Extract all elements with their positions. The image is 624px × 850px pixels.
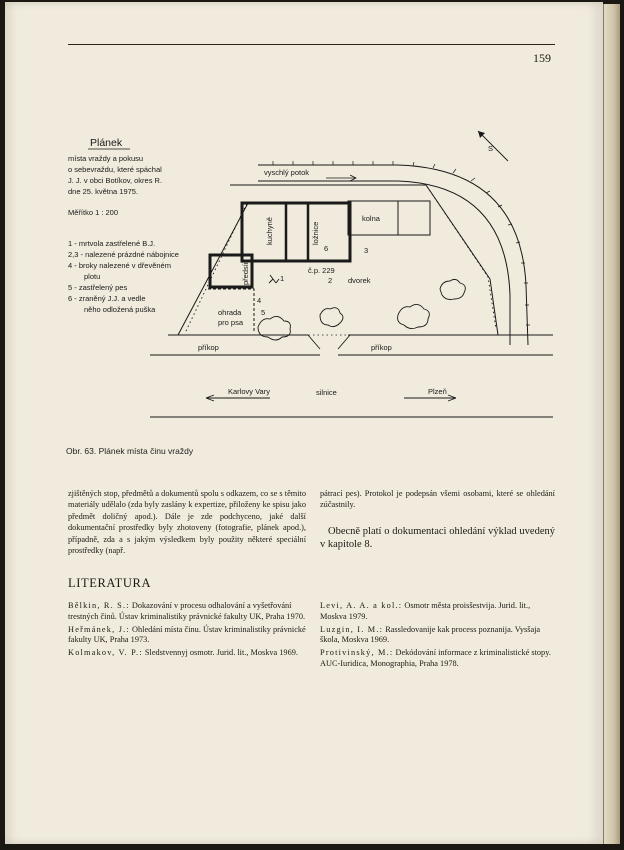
page-stack-edge bbox=[603, 4, 620, 844]
reference-item bbox=[320, 601, 555, 623]
direction-right-label: Plzeň bbox=[428, 387, 447, 396]
bushes bbox=[258, 279, 465, 340]
plan-desc-3: J. J. v obci Botíkov, okres R. bbox=[68, 176, 163, 185]
reference-item bbox=[68, 625, 306, 647]
victim-figure bbox=[269, 275, 279, 283]
references-left bbox=[68, 601, 306, 661]
body-paragraph-right: pátrací pes). Protokol je podepsán všemi osobami, které se ohledání zúčastnily. bbox=[320, 489, 555, 510]
figure-caption: Obr. 63. Plánek místa činu vraždy bbox=[66, 446, 194, 456]
legend-6: 6 - zraněný J.J. a vedle bbox=[68, 294, 146, 303]
mark-4: 4 bbox=[257, 296, 262, 305]
creek-label: vyschlý potok bbox=[264, 168, 310, 177]
legend-7: něho odložená puška bbox=[84, 305, 156, 314]
ditch-label-left: příkop bbox=[198, 343, 219, 352]
header-rule bbox=[68, 44, 555, 45]
reference-item bbox=[320, 648, 555, 670]
fence-right bbox=[426, 185, 498, 335]
shed bbox=[348, 201, 430, 235]
creek-arrow bbox=[326, 175, 356, 181]
body-paragraph-left: zjištěných stop, předmětů a dokumentů spolu s odkazem, co se s těmito materiály udělalo (zda byly zaslány k expertize, přiloženy ke spisu jako předmět doličný apod.). Dále je zde podchyceno, jaké další dokumentační prostředky byly zhotoveny (fotografie, plánek apod.), případně, zda a s jakým výsledkem byly použity některé speciální prostředky (např. bbox=[68, 489, 306, 556]
reference-text: Dekódování informace z kriminalistické stopy. AUC-Iuridica, Monographia, Praha 1978. bbox=[320, 648, 551, 668]
dog-pen-label: ohrada pro psa bbox=[218, 308, 244, 327]
yard-label: dvorek bbox=[348, 276, 371, 285]
references-right bbox=[320, 601, 555, 672]
body-paragraph-right-2: Obecně platí o dokumentaci ohledání výklad uvedený v kapitole 8. bbox=[320, 525, 555, 550]
reference-text: Ohledání místa činu. Ústav kriminalistiky právnické fakulty UK, Praha 1973. bbox=[68, 624, 306, 645]
reference-item bbox=[68, 648, 306, 659]
body-text-right bbox=[320, 488, 555, 551]
reference-text: Dokazování v procesu odhalování a vyšetřování trestných činů. Ústav kriminalistiky právnické fakulty UK, Praha 1970. bbox=[68, 601, 306, 621]
plan-title: Plánek bbox=[90, 137, 123, 149]
house-outline bbox=[242, 203, 350, 261]
mark-6: 6 bbox=[324, 244, 329, 253]
legend-5: 5 - zastřelený pes bbox=[68, 283, 128, 292]
legend-3: 4 - broky nalezené v dřevěném bbox=[68, 261, 171, 270]
driveway bbox=[308, 335, 350, 349]
room-kitchen: kuchyně bbox=[265, 217, 274, 245]
room-hallway: předsíň bbox=[241, 259, 250, 285]
reference-text: Rassledovanije kak process poznanija. Vysšaja škola, Moskva 1969. bbox=[320, 624, 541, 645]
reference-item bbox=[320, 625, 555, 647]
mark-5: 5 bbox=[261, 308, 266, 317]
mark-3: 3 bbox=[364, 246, 369, 255]
page-number: 159 bbox=[533, 51, 551, 65]
direction-left-label: Karlovy Vary bbox=[228, 387, 270, 396]
plan-desc-4: dne 25. května 1975. bbox=[68, 187, 139, 196]
reference-author: Heřmánek, J.: bbox=[68, 624, 130, 634]
ditch-label-right: příkop bbox=[371, 343, 392, 352]
reference-author: Bělkin, R. S.: bbox=[68, 601, 130, 610]
plan-desc-1: místa vraždy a pokusu bbox=[68, 154, 144, 163]
mark-2: 2 bbox=[328, 276, 333, 285]
reference-author: Levi, A. A. a kol.: bbox=[320, 601, 403, 610]
room-bedroom: ložnice bbox=[311, 221, 320, 245]
reference-text: Osmotr města proisšestvija. Jurid. lit., Moskva 1979. bbox=[320, 601, 531, 621]
shed-label: kolna bbox=[362, 214, 380, 223]
reference-author: Protivinský, M.: bbox=[320, 648, 394, 658]
legend-4: plotu bbox=[84, 272, 101, 281]
literature-heading: LITERATURA bbox=[68, 576, 152, 590]
body-text-left bbox=[68, 488, 306, 556]
plan-desc-2: o sebevraždu, které spáchal bbox=[68, 165, 162, 174]
plan-scale: Měřítko 1 : 200 bbox=[68, 208, 119, 217]
road-label: silnice bbox=[316, 388, 337, 397]
crime-scene-plan bbox=[58, 105, 553, 430]
north-label: S bbox=[488, 144, 494, 153]
creek-inner bbox=[258, 181, 510, 345]
mark-1: 1 bbox=[280, 274, 285, 283]
legend-1: 1 - mrtvola zastřelené B.J. bbox=[68, 239, 156, 248]
house-number: č.p. 229 bbox=[308, 266, 335, 275]
reference-author: Kolmakov, V. P.: bbox=[68, 648, 143, 658]
legend-2: 2,3 - nalezené prázdné nábojnice bbox=[68, 250, 179, 259]
reference-item bbox=[68, 601, 306, 623]
reference-author: Luzgin, I. M.: bbox=[320, 624, 384, 634]
reference-text: Sledstvennyj osmotr. Jurid. lit., Moskva 1969. bbox=[142, 648, 298, 658]
